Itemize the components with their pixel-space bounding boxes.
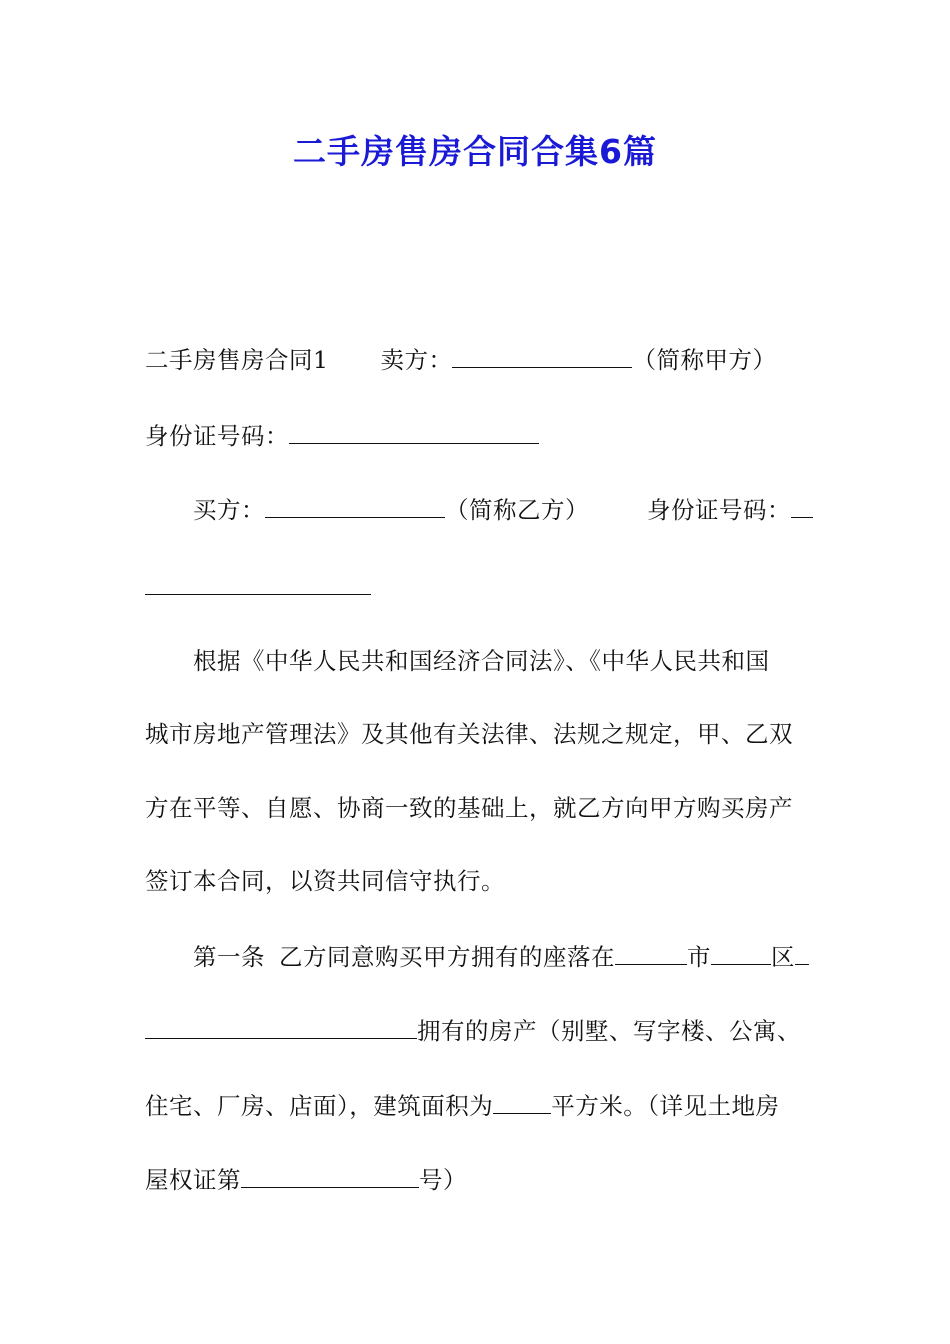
para1-line1: 根据《中华人民共和国经济合同法》、《中华人民共和国 <box>193 647 770 675</box>
article1-line4 <box>145 1165 810 1195</box>
article1-line1 <box>145 942 858 972</box>
buyer-id-continuation <box>145 572 810 602</box>
seller-label: 卖方： <box>380 346 453 374</box>
address-blank-start <box>795 944 809 965</box>
para1-line3: 方在平等、自愿、协商一致的基础上，就乙方向甲方购买房产 <box>145 794 793 822</box>
seller-line <box>145 345 810 375</box>
article1-line3 <box>145 1091 810 1121</box>
para1-line2: 城市房地产管理法》及其他有关法律、法规之规定，甲、乙双 <box>145 720 793 748</box>
contract-heading: 二手房售房合同1 <box>145 346 329 374</box>
district-blank <box>711 944 771 965</box>
document-title: 二手房售房合同合集6篇 <box>293 132 657 171</box>
buyer-id-blank-end <box>145 574 371 595</box>
city-label: 市 <box>687 943 711 971</box>
certificate-suffix: 号） <box>419 1166 467 1194</box>
buyer-id-blank-start <box>791 497 813 518</box>
seller-id-line <box>145 421 810 451</box>
area-unit-text: 平方米。（详见土地房 <box>551 1092 780 1120</box>
buyer-blank <box>265 497 445 518</box>
certificate-text: 屋权证第 <box>145 1166 241 1194</box>
seller-blank <box>452 347 632 368</box>
certificate-blank <box>241 1167 419 1188</box>
article1-line2 <box>145 1016 810 1046</box>
seller-id-label: 身份证号码： <box>145 422 289 450</box>
article1-text: 乙方同意购买甲方拥有的座落在 <box>279 943 615 971</box>
buyer-id-label: 身份证号码： <box>647 496 791 524</box>
buyer-suffix: （简称乙方） <box>445 496 589 524</box>
address-blank-end <box>145 1018 417 1039</box>
area-blank <box>493 1093 551 1114</box>
city-blank <box>615 944 687 965</box>
property-type-text: 拥有的房产（别墅、写字楼、公寓、 <box>417 1017 801 1045</box>
area-text: 住宅、厂房、店面），建筑面积为 <box>145 1092 494 1120</box>
para1-line4: 签订本合同，以资共同信守执行。 <box>145 867 505 895</box>
buyer-label: 买方： <box>193 496 265 524</box>
district-label: 区 <box>771 943 795 971</box>
seller-id-blank <box>289 423 539 444</box>
article1-label: 第一条 <box>193 943 265 971</box>
seller-suffix: （简称甲方） <box>632 346 777 374</box>
buyer-line <box>145 495 858 525</box>
